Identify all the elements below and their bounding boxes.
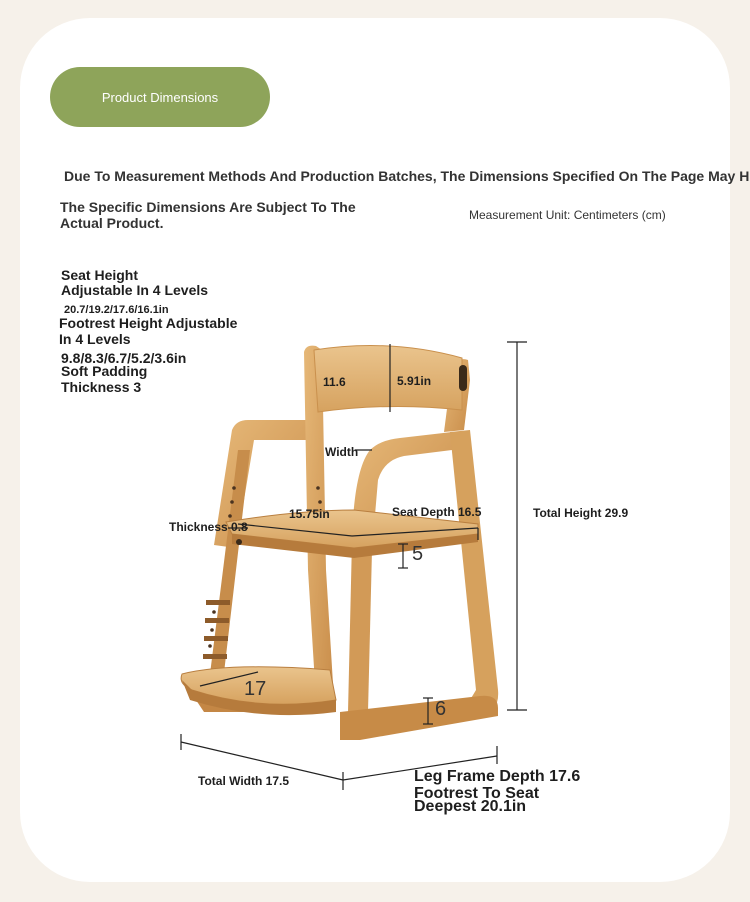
footrest-height-title: Footrest Height Adjustable	[59, 315, 238, 331]
seat-height-title: Seat Height	[61, 267, 139, 283]
seat-depth-label: Seat Depth 16.5	[392, 505, 482, 519]
thickness-label: Thickness 0.8	[169, 520, 248, 534]
seat-height-subtitle: Adjustable In 4 Levels	[61, 282, 209, 298]
backrest-height-in-label: 5.91in	[397, 374, 432, 388]
total-width-label: Total Width 17.5	[198, 774, 290, 788]
rear-right-leg	[450, 430, 498, 716]
soft-padding-title: Soft Padding	[61, 363, 148, 379]
badge-label: Product Dimensions	[101, 89, 219, 105]
total-height-label: Total Height 29.9	[533, 506, 629, 520]
footrest-depth-label: 17	[244, 678, 267, 700]
backrest-handle	[459, 365, 467, 391]
measurement-notice: Due To Measurement Methods And Production Batches, The Dimensions Specified On The Page May H	[64, 168, 750, 184]
subject-notice: The Specific Dimensions Are Subject To The Actual Product.	[60, 199, 356, 231]
footrest-to-seat-depth-label: Deepest 20.1in	[414, 798, 527, 815]
leg-frame-depth-label: Leg Frame Depth 17.6	[414, 768, 581, 785]
soft-padding-thickness: Thickness 3	[61, 379, 142, 395]
footrest-height-subtitle: In 4 Levels	[59, 331, 131, 347]
foot-gap-label: 6	[435, 698, 447, 720]
seat-height-values: 20.7/19.2/17.6/16.1in	[64, 304, 169, 316]
seat-width-label: 15.75in	[289, 507, 330, 521]
seat-bolt	[236, 539, 242, 545]
footrest-to-seat-label: Footrest To Seat	[414, 785, 540, 802]
backrest-height-label: 11.6	[323, 375, 346, 389]
measurement-unit: Measurement Unit: Centimeters (cm)	[469, 208, 666, 222]
width-label: Width	[325, 445, 359, 459]
footrest-height-values: 9.8/8.3/6.7/5.2/3.6in	[61, 350, 187, 366]
front-right-leg	[348, 540, 372, 712]
seat-gap-label: 5	[412, 543, 424, 565]
